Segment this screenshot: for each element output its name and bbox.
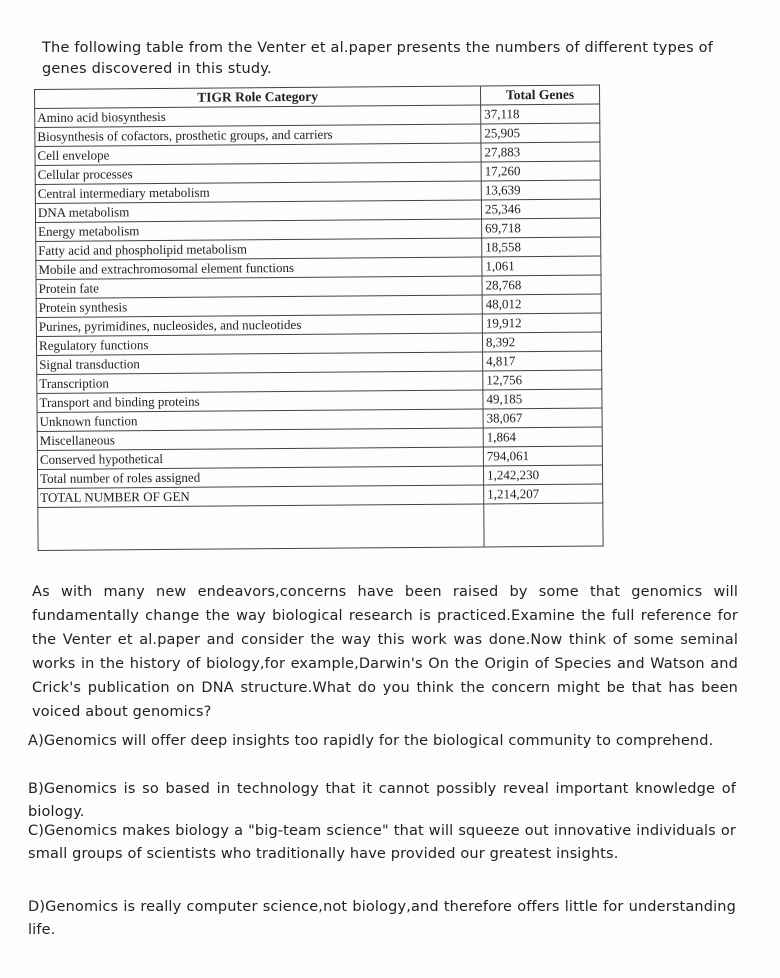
total-genes-cell: 27,883 [481,142,600,162]
category-cell: Regulatory functions [36,333,482,356]
total-genes-cell: 17,260 [481,161,600,181]
header-category: TIGR Role Category [35,86,481,109]
category-cell: Unknown function [37,409,483,432]
category-cell: Transport and binding proteins [37,390,483,413]
total-genes-cell: 25,905 [481,123,600,143]
blank-cell [38,504,484,551]
total-genes-cell: 8,392 [482,332,601,352]
option-d[interactable]: D)Genomics is really computer science,not biology,and therefore offers little for understanding life. [28,899,736,938]
category-cell: Energy metabolism [36,219,482,242]
total-genes-cell: 69,718 [482,218,601,238]
total-genes-cell: 28,768 [482,275,601,295]
category-cell: Mobile and extrachromosomal element functions [36,257,482,280]
table-body [35,104,603,550]
category-cell: Cellular processes [35,162,481,185]
total-genes-cell: 49,185 [483,389,602,409]
category-cell: Fatty acid and phospholipid metabolism [36,238,482,261]
category-cell: Protein synthesis [36,295,482,318]
category-cell: Conserved hypothetical [37,447,483,470]
intro-text: The following table from the Venter et al.paper presents the numbers of different types of genes discovered in this study. [42,40,714,77]
total-genes-cell: 4,817 [483,351,602,371]
total-genes-cell: 18,558 [482,237,601,257]
total-genes-cell: 13,639 [481,180,600,200]
total-genes-cell: 37,118 [481,104,600,124]
category-cell: DNA metabolism [35,200,481,223]
question-text: As with many new endeavors,concerns have been raised by some that genomics will fundamentally change the way biological research is practiced.Examine the full reference for the Venter et al.paper and consider the way this work was done.Now think of some seminal works in the history of biology,for example,Darwin's On the Origin of Species and Watson and Crick's publication on DNA structure.What do you think the concern might be that has been voiced about genomics? [32,584,738,720]
blank-cell [484,503,603,547]
category-cell: Biosynthesis of cofactors, prosthetic groups, and carriers [35,124,481,147]
category-cell: Miscellaneous [37,428,483,451]
total-genes-cell: 25,346 [481,199,600,219]
option-c[interactable]: C)Genomics makes biology a "big-team science" that will squeeze out innovative individuals or small groups of scientists who traditionally have provided our greatest insights. [28,823,736,862]
category-cell: Central intermediary metabolism [35,181,481,204]
total-genes-cell: 1,214,207 [484,484,603,504]
total-genes-cell: 794,061 [483,446,602,466]
category-cell: Amino acid biosynthesis [35,105,481,128]
total-genes-cell: 19,912 [482,313,601,333]
category-cell: Total number of roles assigned [37,466,483,489]
category-cell: Signal transduction [37,352,483,375]
header-total-genes: Total Genes [480,85,599,105]
total-genes-cell: 12,756 [483,370,602,390]
category-cell: Transcription [37,371,483,394]
total-genes-cell: 1,242,230 [483,465,602,485]
category-cell: Protein fate [36,276,482,299]
category-cell: TOTAL NUMBER OF GEN [38,485,484,508]
option-b[interactable]: B)Genomics is so based in technology that it cannot possibly reveal important knowledge of biology. [28,781,736,820]
gene-category-table [34,85,604,551]
category-cell: Cell envelope [35,143,481,166]
total-genes-cell: 38,067 [483,408,602,428]
table-blank-row [38,503,603,550]
gene-table-container [34,85,604,551]
total-genes-cell: 1,061 [482,256,601,276]
total-genes-cell: 48,012 [482,294,601,314]
option-a[interactable]: A)Genomics will offer deep insights too rapidly for the biological community to comprehend. [28,733,714,749]
category-cell: Purines, pyrimidines, nucleosides, and nucleotides [36,314,482,337]
total-genes-cell: 1,864 [483,427,602,447]
